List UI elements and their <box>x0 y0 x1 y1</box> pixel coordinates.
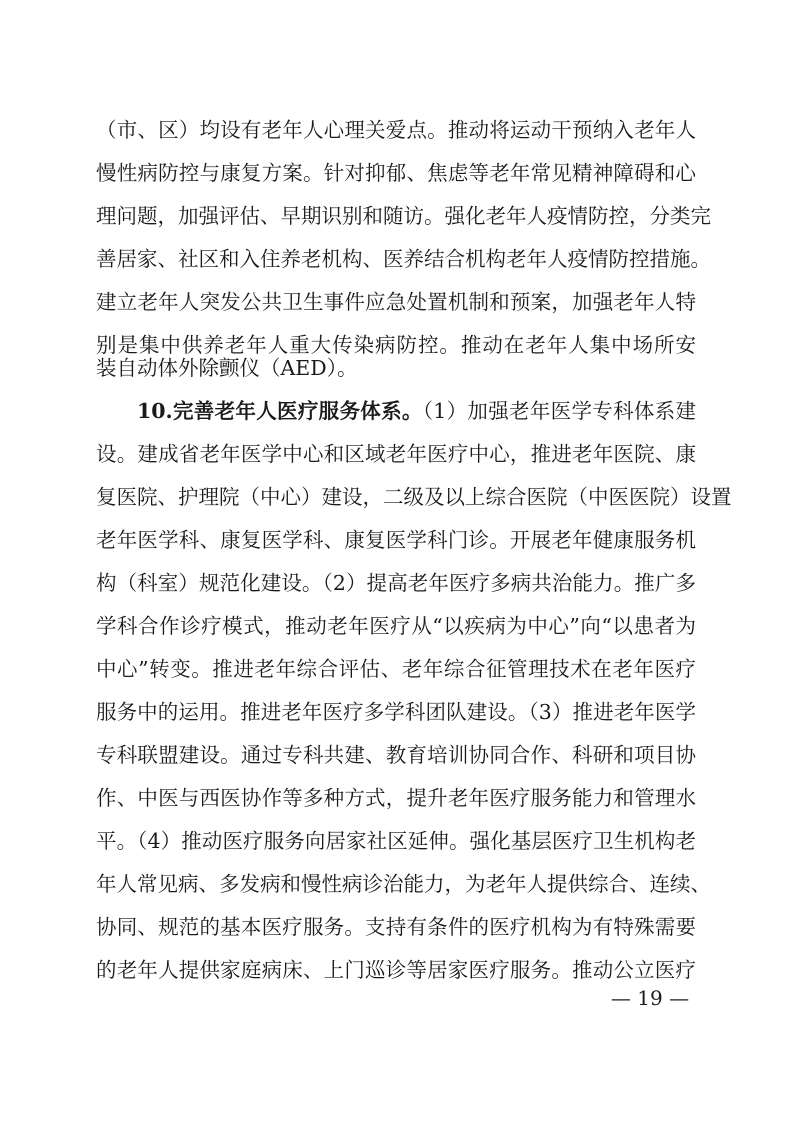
section-number: 10. <box>137 399 173 423</box>
paragraph-last-line: 装自动体外除颤仪（AED）。 <box>96 356 358 380</box>
section-first-line-text: （1）加强老年医学专科体系建 <box>422 399 696 423</box>
paragraph-line: 构（科室）规范化建设。（2）提高老年医疗多病共治能力。推广多 <box>96 571 696 595</box>
paragraph-line: 专科联盟建设。通过专科共建、教育培训协同合作、科研和项目协 <box>96 743 696 767</box>
paragraph-line: （市、区）均设有老年人心理关爱点。推动将运动干预纳入老年人 <box>96 118 696 142</box>
paragraph-line: 中心”转变。推进老年综合评估、老年综合征管理技术在老年医疗 <box>96 657 696 681</box>
paragraph-line: 老年医学科、康复医学科、康复医学科门诊。开展老年健康服务机 <box>96 528 696 552</box>
paragraph-line: 善居家、社区和入住养老机构、医养结合机构老年人疫情防控措施。 <box>96 247 711 271</box>
paragraph-line: 别是集中供养老年人重大传染病防控。推动在老年人集中场所安 <box>96 333 696 357</box>
paragraph-line: 理问题，加强评估、早期识别和随访。强化老年人疫情防控，分类完 <box>96 204 711 228</box>
paragraph-line: 服务中的运用。推进老年医疗多学科团队建设。（3）推进老年医学 <box>96 700 696 724</box>
paragraph-line: 作、中医与西医协作等多种方式，提升老年医疗服务能力和管理水 <box>96 786 696 810</box>
paragraph-line: 学科合作诊疗模式，推动老年医疗从“以疾病为中心”向“以患者为 <box>96 614 696 638</box>
paragraph-line: 协同、规范的基本医疗服务。支持有条件的医疗机构为有特殊需要 <box>96 915 696 939</box>
paragraph-line: 设。建成省老年医学中心和区域老年医疗中心，推进老年医院、康 <box>96 442 696 466</box>
paragraph-line: 平。（4）推动医疗服务向居家社区延伸。强化基层医疗卫生机构老 <box>96 829 696 853</box>
paragraph-line <box>96 348 696 388</box>
section-heading-line <box>137 391 696 431</box>
paragraph-line: 复医院、护理院（中心）建设，二级及以上综合医院（中医医院）设置 <box>96 485 732 509</box>
paragraph-line: 建立老年人突发公共卫生事件应急处置机制和预案，加强老年人特 <box>96 290 696 314</box>
paragraph-line: 慢性病防控与康复方案。针对抑郁、焦虑等老年常见精神障碍和心 <box>96 161 696 185</box>
page-number: — 19 — <box>610 986 690 1010</box>
paragraph-line: 的老年人提供家庭病床、上门巡诊等居家医疗服务。推动公立医疗 <box>96 958 696 982</box>
paragraph-line: 年人常见病、多发病和慢性病诊治能力，为老年人提供综合、连续、 <box>96 872 711 896</box>
section-heading: 完善老年人医疗服务体系。 <box>172 399 423 423</box>
